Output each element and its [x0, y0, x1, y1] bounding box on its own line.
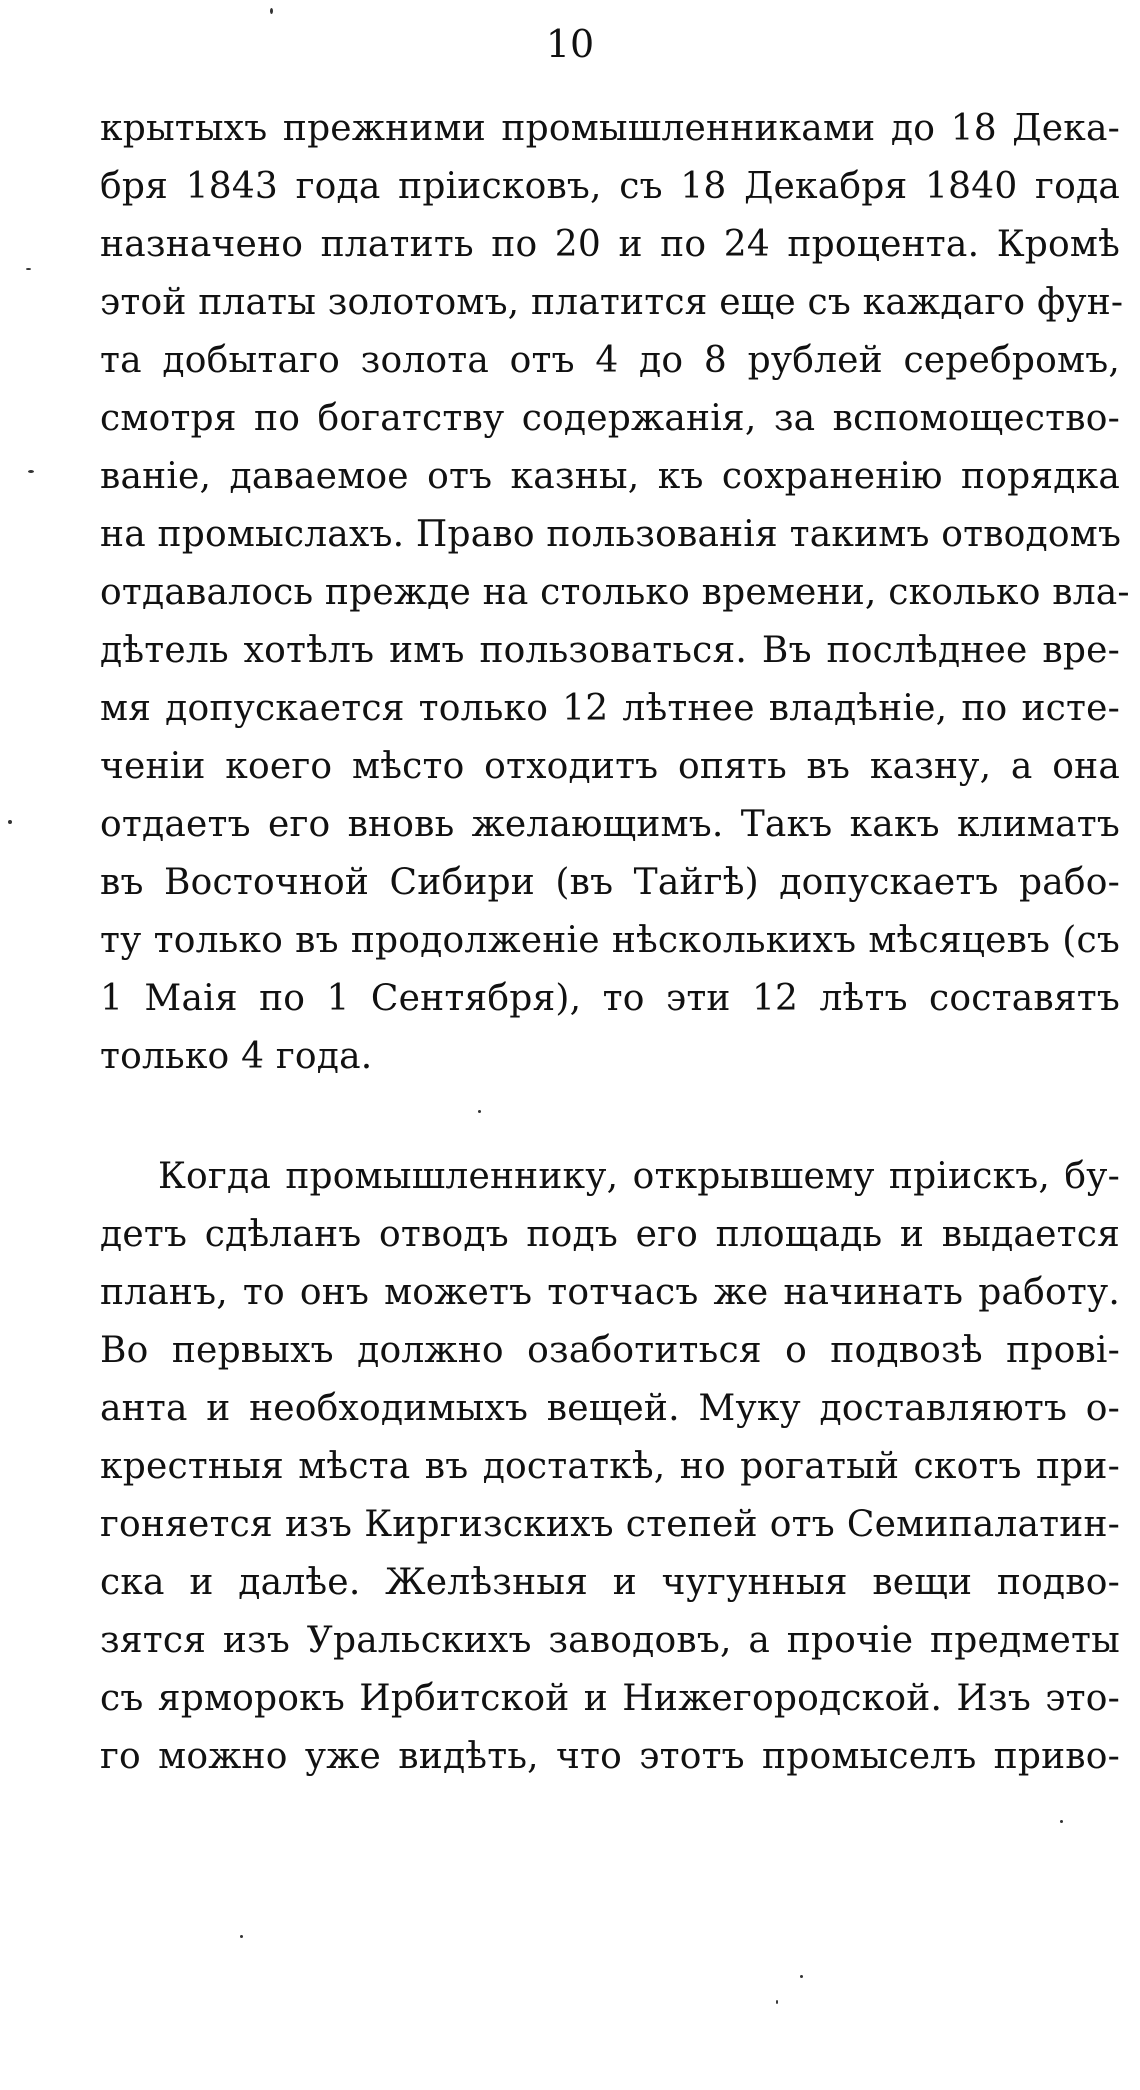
text-line: планъ, то онъ можетъ тотчасъ же начинать работу.: [100, 1272, 1120, 1313]
text-line: въ Восточной Сибири (въ Тайгѣ) допускаетъ рабо-: [100, 862, 1120, 903]
text-line: бря 1843 года пріисковъ, съ 18 Декабря 1840 года: [100, 166, 1120, 207]
paragraph-2: [100, 1148, 1120, 1786]
text-line: ска и далѣе. Желѣзныя и чугунныя вещи подво-: [100, 1562, 1120, 1603]
text-line: крытыхъ прежними промышленниками до 18 Дека-: [100, 108, 1120, 149]
scan-speck: [1060, 1820, 1063, 1823]
text-line: 1 Маія по 1 Сентября), то эти 12 лѣтъ составятъ: [100, 978, 1120, 1019]
text-line: Когда промышленнику, открывшему пріискъ, бу-: [158, 1156, 1120, 1197]
text-line: анта и необходимыхъ вещей. Муку доставляютъ о-: [100, 1388, 1120, 1429]
text-line: гоняется изъ Киргизскихъ степей отъ Семипалатин-: [100, 1504, 1120, 1545]
text-line: на промыслахъ. Право пользованія такимъ отводомъ: [100, 514, 1122, 555]
text-line: та добытаго золота отъ 4 до 8 рублей серебромъ,: [100, 340, 1120, 381]
text-line: ченіи коего мѣсто отходитъ опять въ казну, а она: [100, 746, 1120, 787]
text-line: ваніе, даваемое отъ казны, къ сохраненію порядка: [100, 456, 1120, 497]
scan-speck: [800, 1975, 803, 1978]
text-line: мя допускается только 12 лѣтнее владѣніе, по исте-: [100, 688, 1120, 729]
scan-speck: [776, 2000, 778, 2004]
text-line: го можно уже видѣть, что этотъ промыселъ приво-: [100, 1736, 1120, 1777]
scan-speck: [8, 820, 12, 824]
scan-speck: [240, 1935, 243, 1938]
text-line: только 4 года.: [100, 1036, 373, 1077]
text-line: смотря по богатству содержанія, за вспомоществo-: [100, 398, 1120, 439]
text-line: зятся изъ Уральскихъ заводовъ, а прочіе предметы: [100, 1620, 1120, 1661]
scan-speck: [478, 1110, 481, 1113]
text-line: Во первыхъ должно озаботиться о подвозѣ прові-: [100, 1330, 1120, 1371]
text-line: детъ сдѣланъ отводъ подъ его площадь и выдается: [100, 1214, 1120, 1255]
scan-speck: [270, 8, 273, 14]
text-line: ту только въ продолженіе нѣсколькихъ мѣсяцевъ (съ: [100, 920, 1120, 961]
text-line: съ ярморокъ Ирбитской и Нижегородской. Изъ это-: [100, 1678, 1120, 1719]
text-line: отдавалось прежде на столько времени, сколько вла-: [100, 572, 1130, 613]
scan-speck: [28, 470, 34, 473]
text-line: этой платы золотомъ, платится еще съ каждаго фун-: [100, 282, 1124, 323]
text-line: отдаетъ его вновь желающимъ. Такъ какъ климатъ: [100, 804, 1120, 845]
text-line: назначено платить по 20 и по 24 процента. Кромѣ: [100, 224, 1120, 265]
text-line: дѣтель хотѣлъ имъ пользоваться. Въ послѣднее вре-: [100, 630, 1120, 671]
scan-speck: [26, 268, 31, 270]
page-number: 10: [545, 22, 595, 66]
paragraph-1: [100, 100, 1130, 1086]
text-line: крестныя мѣста въ достаткѣ, но рогатый скотъ при-: [100, 1446, 1120, 1487]
